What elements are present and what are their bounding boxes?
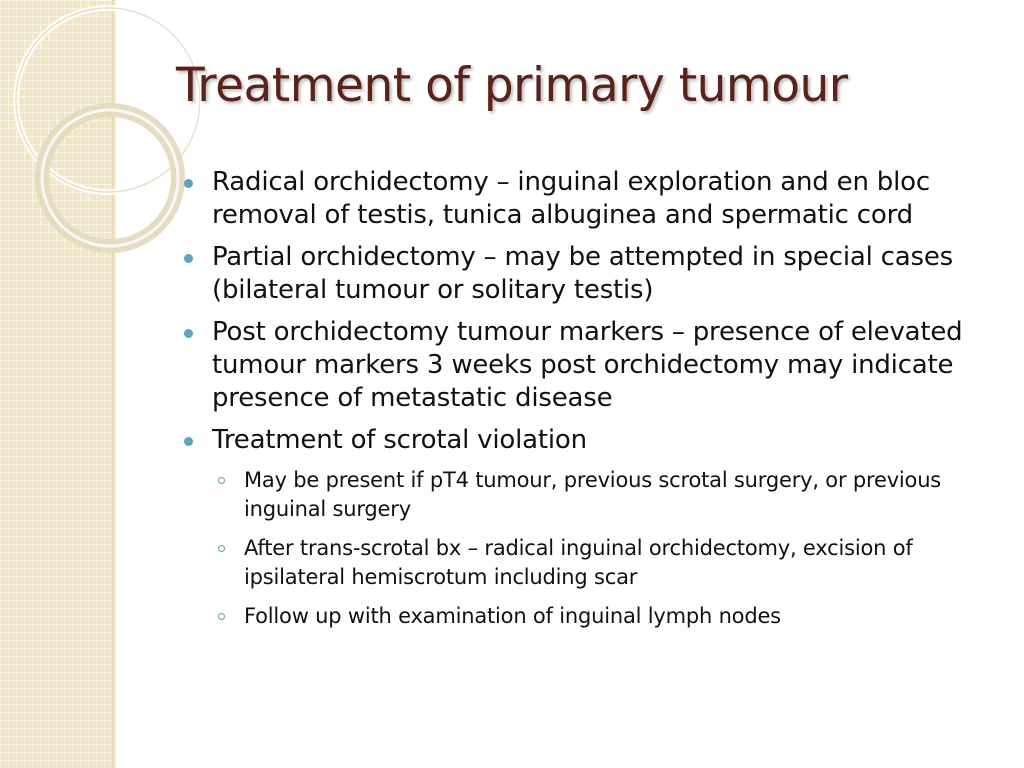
bullet-list [182,166,992,641]
decorative-circles [0,0,200,300]
bullet-dot-icon [184,179,193,188]
bullet-item [182,316,992,415]
bullet-item [182,166,992,232]
bullet-text: Post orchidectomy tumour markers – presence of elevated tumour markers 3 weeks post orchidectomy may indicate presence of metastatic disease [212,317,963,413]
bullet-dot-icon [184,437,193,446]
bullet-item [182,424,992,631]
hollow-circle-icon [218,545,225,552]
sub-bullet-item [212,534,992,592]
bullet-item [182,241,992,307]
sub-bullet-item [212,466,992,524]
bullet-text: Radical orchidectomy – inguinal exploration and en bloc removal of testis, tunica albuginea and spermatic cord [212,167,930,230]
sub-bullet-item [212,602,992,631]
sub-bullet-text: May be present if pT4 tumour, previous scrotal surgery, or previous inguinal surgery [244,468,942,521]
slide-title: Treatment of primary tumour [176,58,848,113]
hollow-circle-icon [218,613,225,620]
bullet-text: Treatment of scrotal violation [212,425,587,455]
sub-bullet-text: After trans-scrotal bx – radical inguinal orchidectomy, excision of ipsilateral hemiscrotum including scar [244,536,913,589]
bullet-dot-icon [184,329,193,338]
bullet-text: Partial orchidectomy – may be attempted in special cases (bilateral tumour or solitary testis) [212,242,953,305]
hollow-circle-icon [218,477,225,484]
sub-bullet-list [212,466,992,631]
bullet-dot-icon [184,254,193,263]
sub-bullet-text: Follow up with examination of inguinal lymph nodes [244,604,781,628]
